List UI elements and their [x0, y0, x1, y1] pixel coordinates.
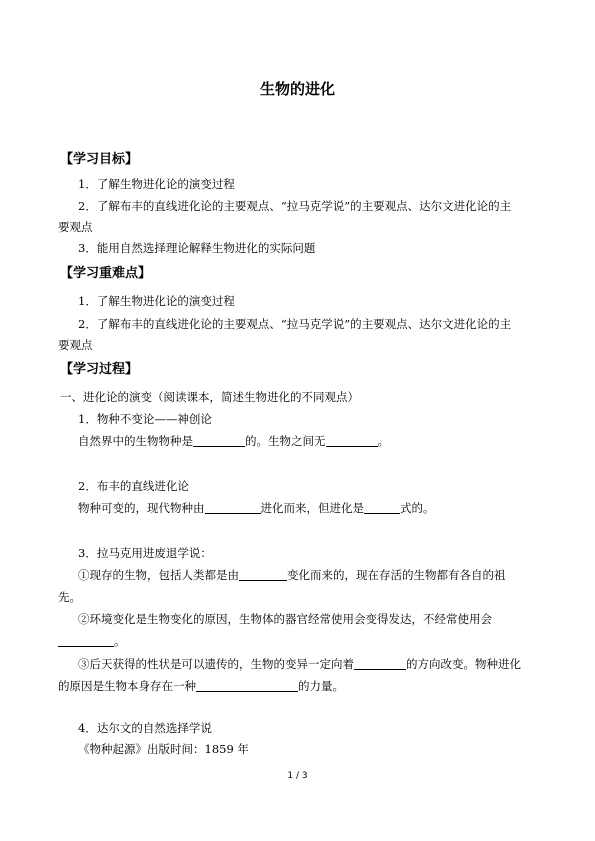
text: 的方向改变。物种进化 [406, 657, 521, 671]
fill-blank[interactable] [239, 568, 287, 581]
subsection-3-point-1 [78, 567, 506, 583]
goal-item-2: 2．了解布丰的直线进化论的主要观点、“拉马克学说”的主要观点、达尔文进化论的主 [78, 199, 512, 213]
subsection-3-point-3 [78, 656, 521, 672]
page-number: 1 / 3 [287, 771, 308, 781]
text: 。 [114, 634, 126, 648]
key-point-item-2: 2．了解布丰的直线进化论的主要观点、“拉马克学说”的主要观点、达尔文进化论的主 [78, 317, 512, 331]
subsection-3-point-1-cont: 先。 [58, 590, 81, 604]
fill-blank[interactable] [205, 501, 261, 514]
text: 自然界中的生物物种是 [78, 434, 193, 448]
process-part1-heading: 一、进化论的演变（阅读课本，简述生物进化的不同观点） [60, 390, 359, 404]
fill-blank[interactable] [326, 434, 378, 447]
subsection-3-heading: 3．拉马克用进废退学说： [78, 546, 212, 560]
section-heading-process: 【学习过程】 [60, 362, 139, 377]
text: ①现存的生物，包括人类都是由 [78, 568, 239, 582]
text: ③后天获得的性状是可以遗传的，生物的变异一定向着 [78, 657, 354, 671]
subsection-3-point-3-cont [58, 678, 344, 694]
fill-blank[interactable] [58, 634, 114, 647]
text: 变化而来的，现在存活的生物都有各自的祖 [287, 568, 506, 582]
subsection-4-text: 《物种起源》出版时间：1859 年 [78, 742, 249, 756]
section-heading-goals: 【学习目标】 [60, 152, 139, 167]
subsection-4-heading: 4．达尔文的自然选择学说 [78, 721, 212, 735]
section-heading-key-points: 【学习重难点】 [60, 266, 152, 281]
fill-blank[interactable] [193, 434, 245, 447]
text: 。 [377, 434, 389, 448]
goal-item-1: 1．了解生物进化论的演变过程 [78, 177, 235, 191]
page-title: 生物的进化 [259, 80, 335, 98]
subsection-1-heading: 1．物种不变论——神创论 [78, 412, 212, 426]
key-point-item-2-cont: 要观点 [58, 338, 93, 352]
text: 式的。 [400, 501, 435, 515]
subsection-3-point-2-cont [58, 633, 126, 649]
text: 的。生物之间无 [245, 434, 326, 448]
fill-blank[interactable] [364, 501, 400, 514]
goal-item-2-cont: 要观点 [58, 220, 93, 234]
text: 的原因是生物本身存在一种 [58, 679, 196, 693]
text: 进化而来，但进化是 [260, 501, 364, 515]
subsection-3-point-2: ②环境变化是生物变化的原因，生物体的器官经常使用会变得发达，不经常使用会 [78, 612, 492, 626]
fill-blank[interactable] [354, 657, 406, 670]
goal-item-3: 3．能用自然选择理论解释生物进化的实际问题 [78, 241, 316, 255]
fill-blank[interactable] [196, 679, 298, 692]
key-point-item-1: 1．了解生物进化论的演变过程 [78, 294, 235, 308]
subsection-2-heading: 2．布丰的直线进化论 [78, 479, 189, 493]
subsection-2-text [78, 500, 435, 516]
subsection-1-text [78, 433, 389, 449]
text: 的力量。 [298, 679, 344, 693]
text: 物种可变的，现代物种由 [78, 501, 205, 515]
